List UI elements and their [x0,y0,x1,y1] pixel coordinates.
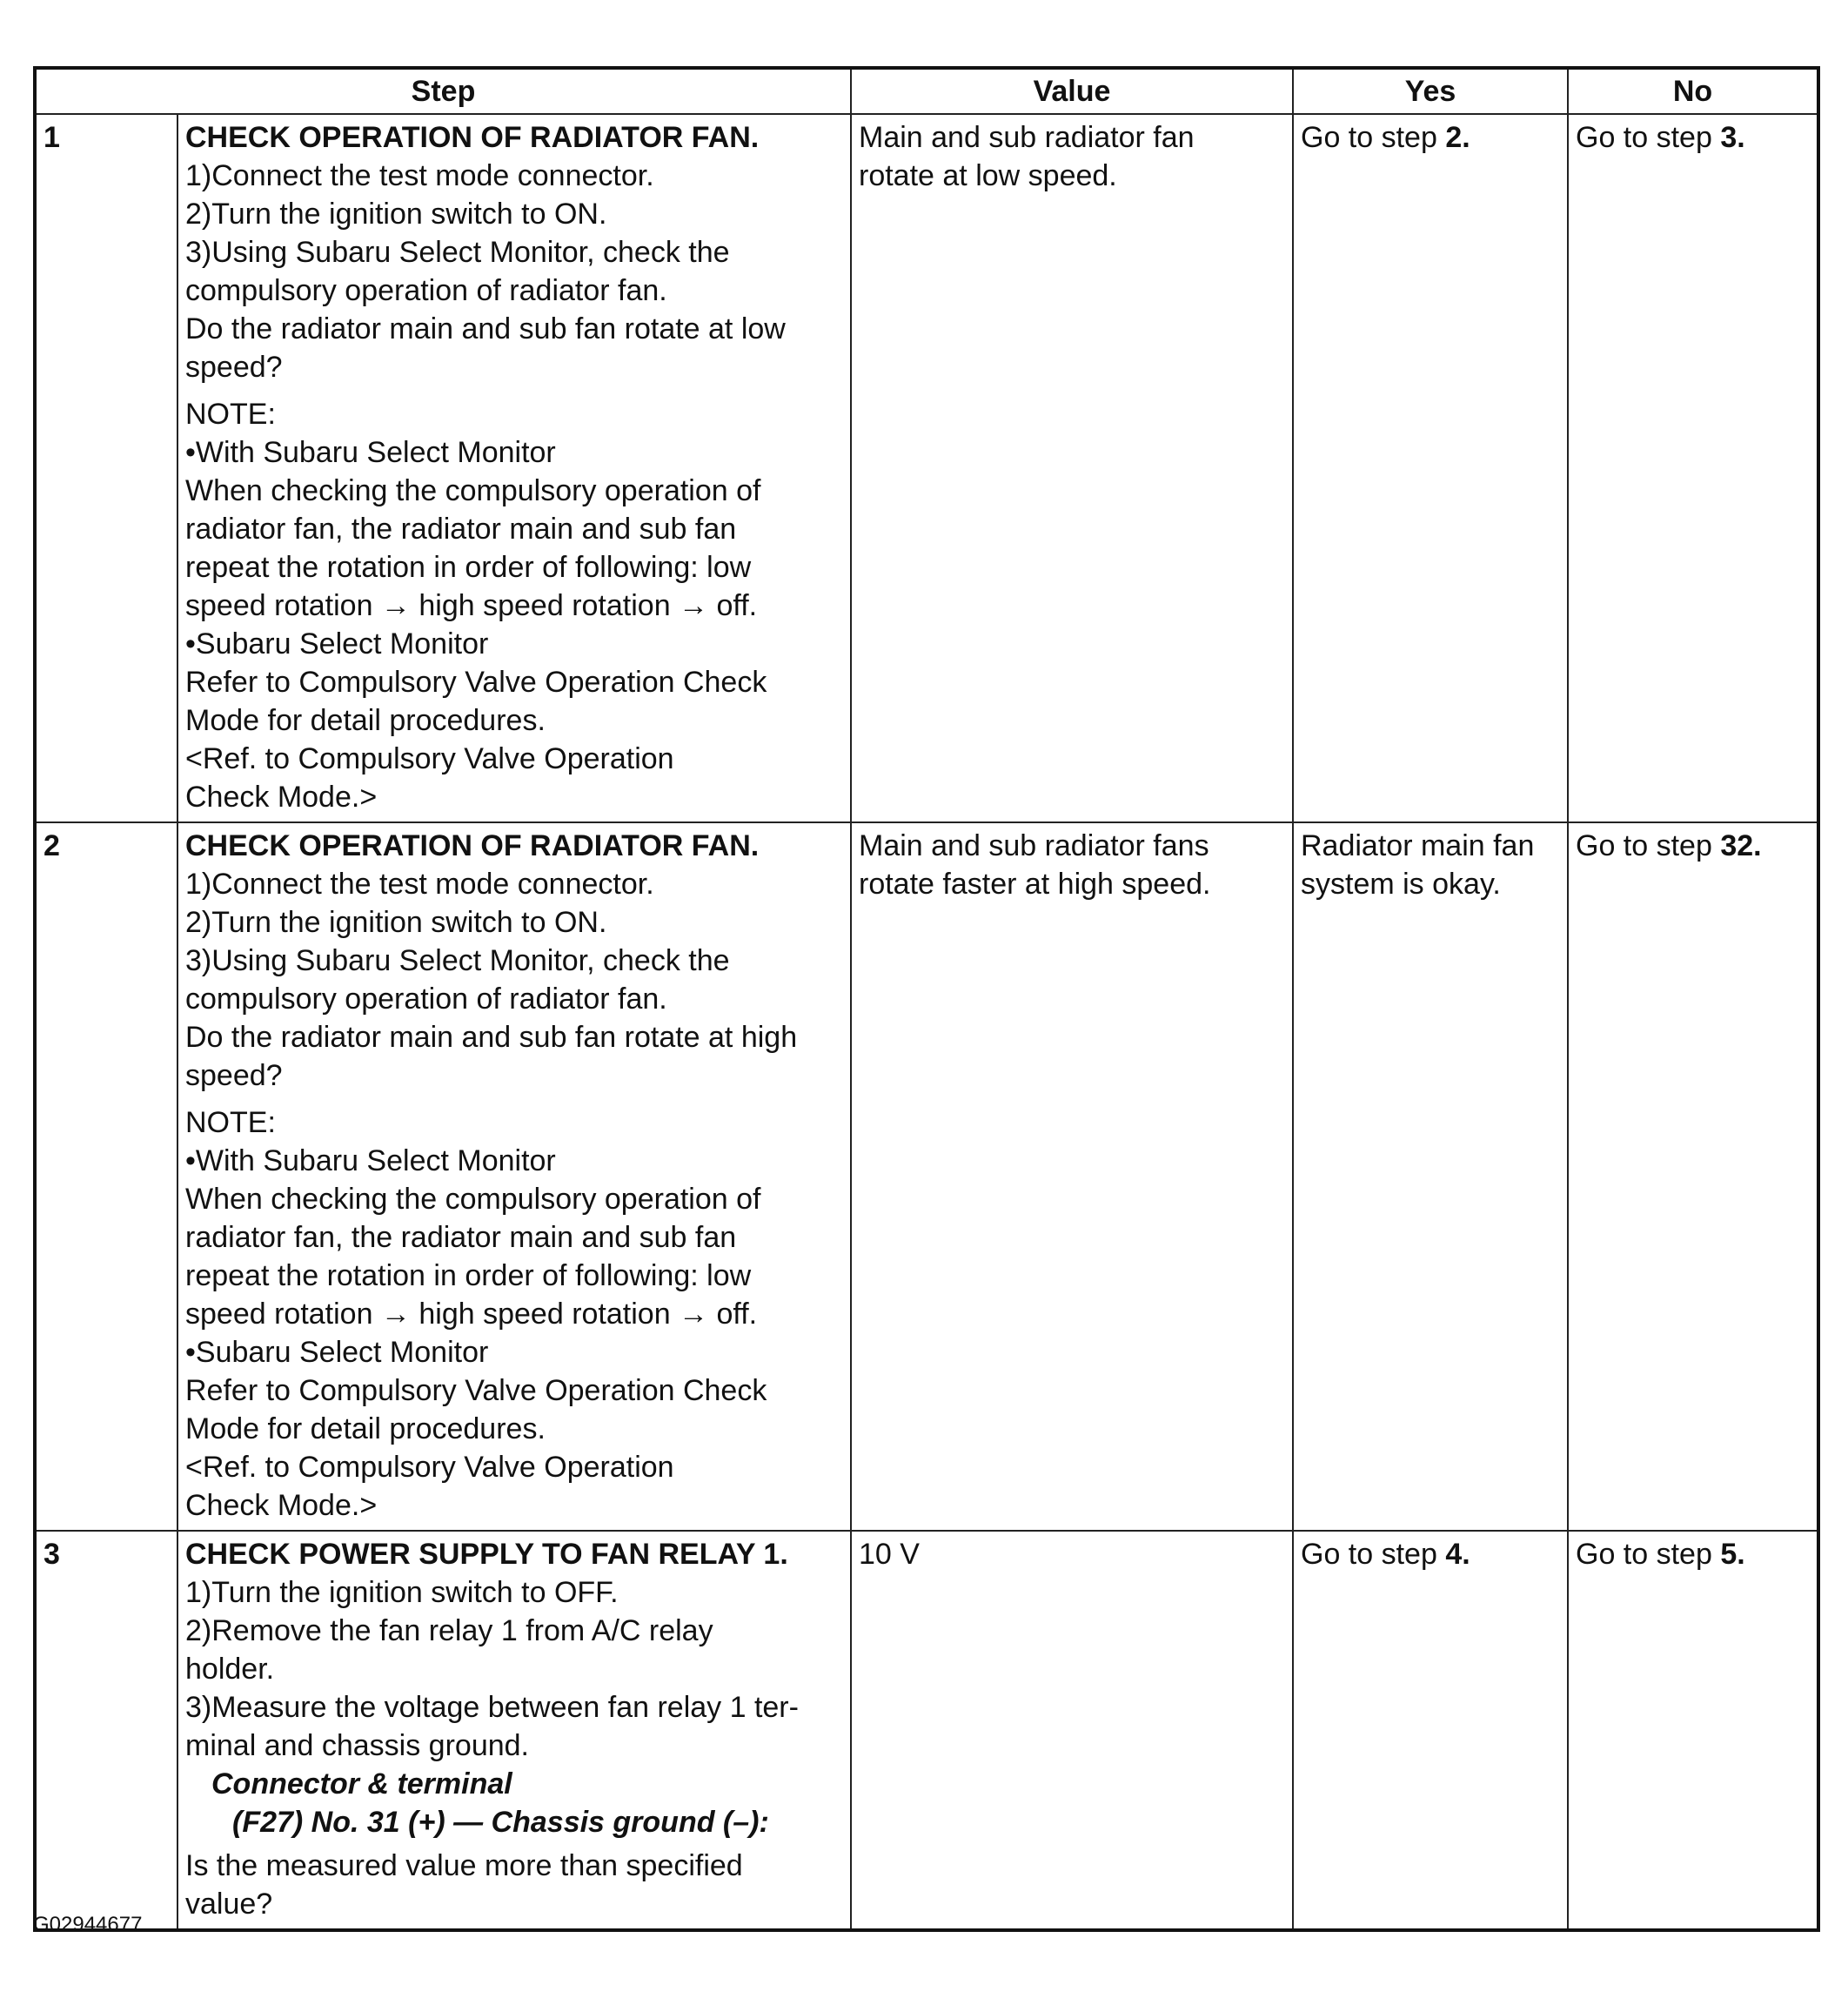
step-line: 3)Measure the voltage between fan relay 1 ter- [185,1691,799,1724]
header-yes: Yes [1293,68,1568,114]
step-line: compulsory operation of radiator fan. [185,982,667,1016]
table-row [35,822,1818,1531]
note-line: Mode for detail procedures. [185,1412,546,1445]
yes-text: Go to step [1301,121,1446,154]
step-line: 1)Connect the test mode connector. [185,868,654,901]
table-row [35,114,1818,822]
note-line: •Subaru Select Monitor [185,627,489,661]
header-row [35,68,1818,114]
note-line: repeat the rotation in order of following: low [185,1259,752,1292]
yes-text: Radiator main fan [1301,829,1535,862]
step-question: Do the radiator main and sub fan rotate at low [185,312,786,345]
note-line: •With Subaru Select Monitor [185,1144,556,1177]
note-line: When checking the compulsory operation of [185,1183,761,1216]
note-line: speed rotation → high speed rotation → off. [185,1298,758,1331]
step-number: 1 [35,114,177,822]
spec-label: Connector & terminal [211,1767,512,1800]
diagnostic-table [33,66,1820,1932]
no-text: Go to step [1576,1538,1721,1571]
no-cell [1568,114,1818,822]
step-line: 3)Using Subaru Select Monitor, check the [185,236,730,269]
value-line: Main and sub radiator fan [859,121,1195,154]
yes-cell [1293,114,1568,822]
step-question: Do the radiator main and sub fan rotate at high [185,1021,798,1054]
step-question: speed? [185,351,283,384]
step-number: 2 [35,822,177,1531]
no-cell [1568,1531,1818,1930]
no-step-link[interactable]: 5. [1720,1538,1745,1571]
step-title: CHECK POWER SUPPLY TO FAN RELAY 1. [185,1538,788,1571]
note-line: When checking the compulsory operation of [185,474,761,507]
value-line: rotate at low speed. [859,159,1117,192]
note-line: Check Mode.> [185,1489,378,1522]
step-content [177,1531,851,1930]
yes-cell [1293,822,1568,1531]
note-line: radiator fan, the radiator main and sub fan [185,513,737,546]
step-line: compulsory operation of radiator fan. [185,274,667,307]
note-line: Refer to Compulsory Valve Operation Check [185,666,767,699]
note-line: speed rotation → high speed rotation → off. [185,589,758,622]
table-row [35,1531,1818,1930]
note-line: Refer to Compulsory Valve Operation Check [185,1374,767,1407]
note-label: NOTE: [185,398,276,431]
step-question: speed? [185,1059,283,1092]
note-line: <Ref. to Compulsory Valve Operation [185,1451,674,1484]
step-question: Is the measured value more than specified [185,1849,743,1882]
step-line: minal and chassis ground. [185,1729,530,1762]
step-line: 2)Remove the fan relay 1 from A/C relay [185,1614,713,1647]
header-step: Step [35,68,851,114]
note-line: <Ref. to Compulsory Valve Operation [185,742,674,775]
note-line: radiator fan, the radiator main and sub fan [185,1221,737,1254]
step-line: holder. [185,1653,275,1686]
no-step-link[interactable]: 32. [1720,829,1762,862]
value-line: Main and sub radiator fans [859,829,1209,862]
step-line: 2)Turn the ignition switch to ON. [185,198,607,231]
step-title: CHECK OPERATION OF RADIATOR FAN. [185,121,760,154]
value-cell [851,822,1293,1531]
step-line: 2)Turn the ignition switch to ON. [185,906,607,939]
step-title: CHECK OPERATION OF RADIATOR FAN. [185,829,760,862]
note-line: •Subaru Select Monitor [185,1336,489,1369]
value-cell [851,1531,1293,1930]
spec-terminal: (F27) No. 31 (+) — Chassis ground (–): [232,1806,769,1839]
note-line: repeat the rotation in order of following: low [185,551,752,584]
no-text: Go to step [1576,829,1721,862]
header-value: Value [851,68,1293,114]
step-line: 1)Turn the ignition switch to OFF. [185,1576,619,1609]
no-text: Go to step [1576,121,1721,154]
step-line: 3)Using Subaru Select Monitor, check the [185,944,730,977]
yes-cell [1293,1531,1568,1930]
note-line: Mode for detail procedures. [185,704,546,737]
figure-id: G02944677 [33,1913,143,1936]
step-number: 3 [35,1531,177,1930]
note-label: NOTE: [185,1106,276,1139]
value-line: 10 V [859,1538,920,1571]
yes-step-link[interactable]: 4. [1445,1538,1470,1571]
no-cell [1568,822,1818,1531]
step-content [177,114,851,822]
step-content [177,822,851,1531]
note-line: •With Subaru Select Monitor [185,436,556,469]
step-line: 1)Connect the test mode connector. [185,159,654,192]
header-no: No [1568,68,1818,114]
yes-text: system is okay. [1301,868,1501,901]
step-question: value? [185,1888,273,1921]
note-line: Check Mode.> [185,781,378,814]
no-step-link[interactable]: 3. [1720,121,1745,154]
value-cell [851,114,1293,822]
yes-text: Go to step [1301,1538,1446,1571]
yes-step-link[interactable]: 2. [1445,121,1470,154]
value-line: rotate faster at high speed. [859,868,1211,901]
